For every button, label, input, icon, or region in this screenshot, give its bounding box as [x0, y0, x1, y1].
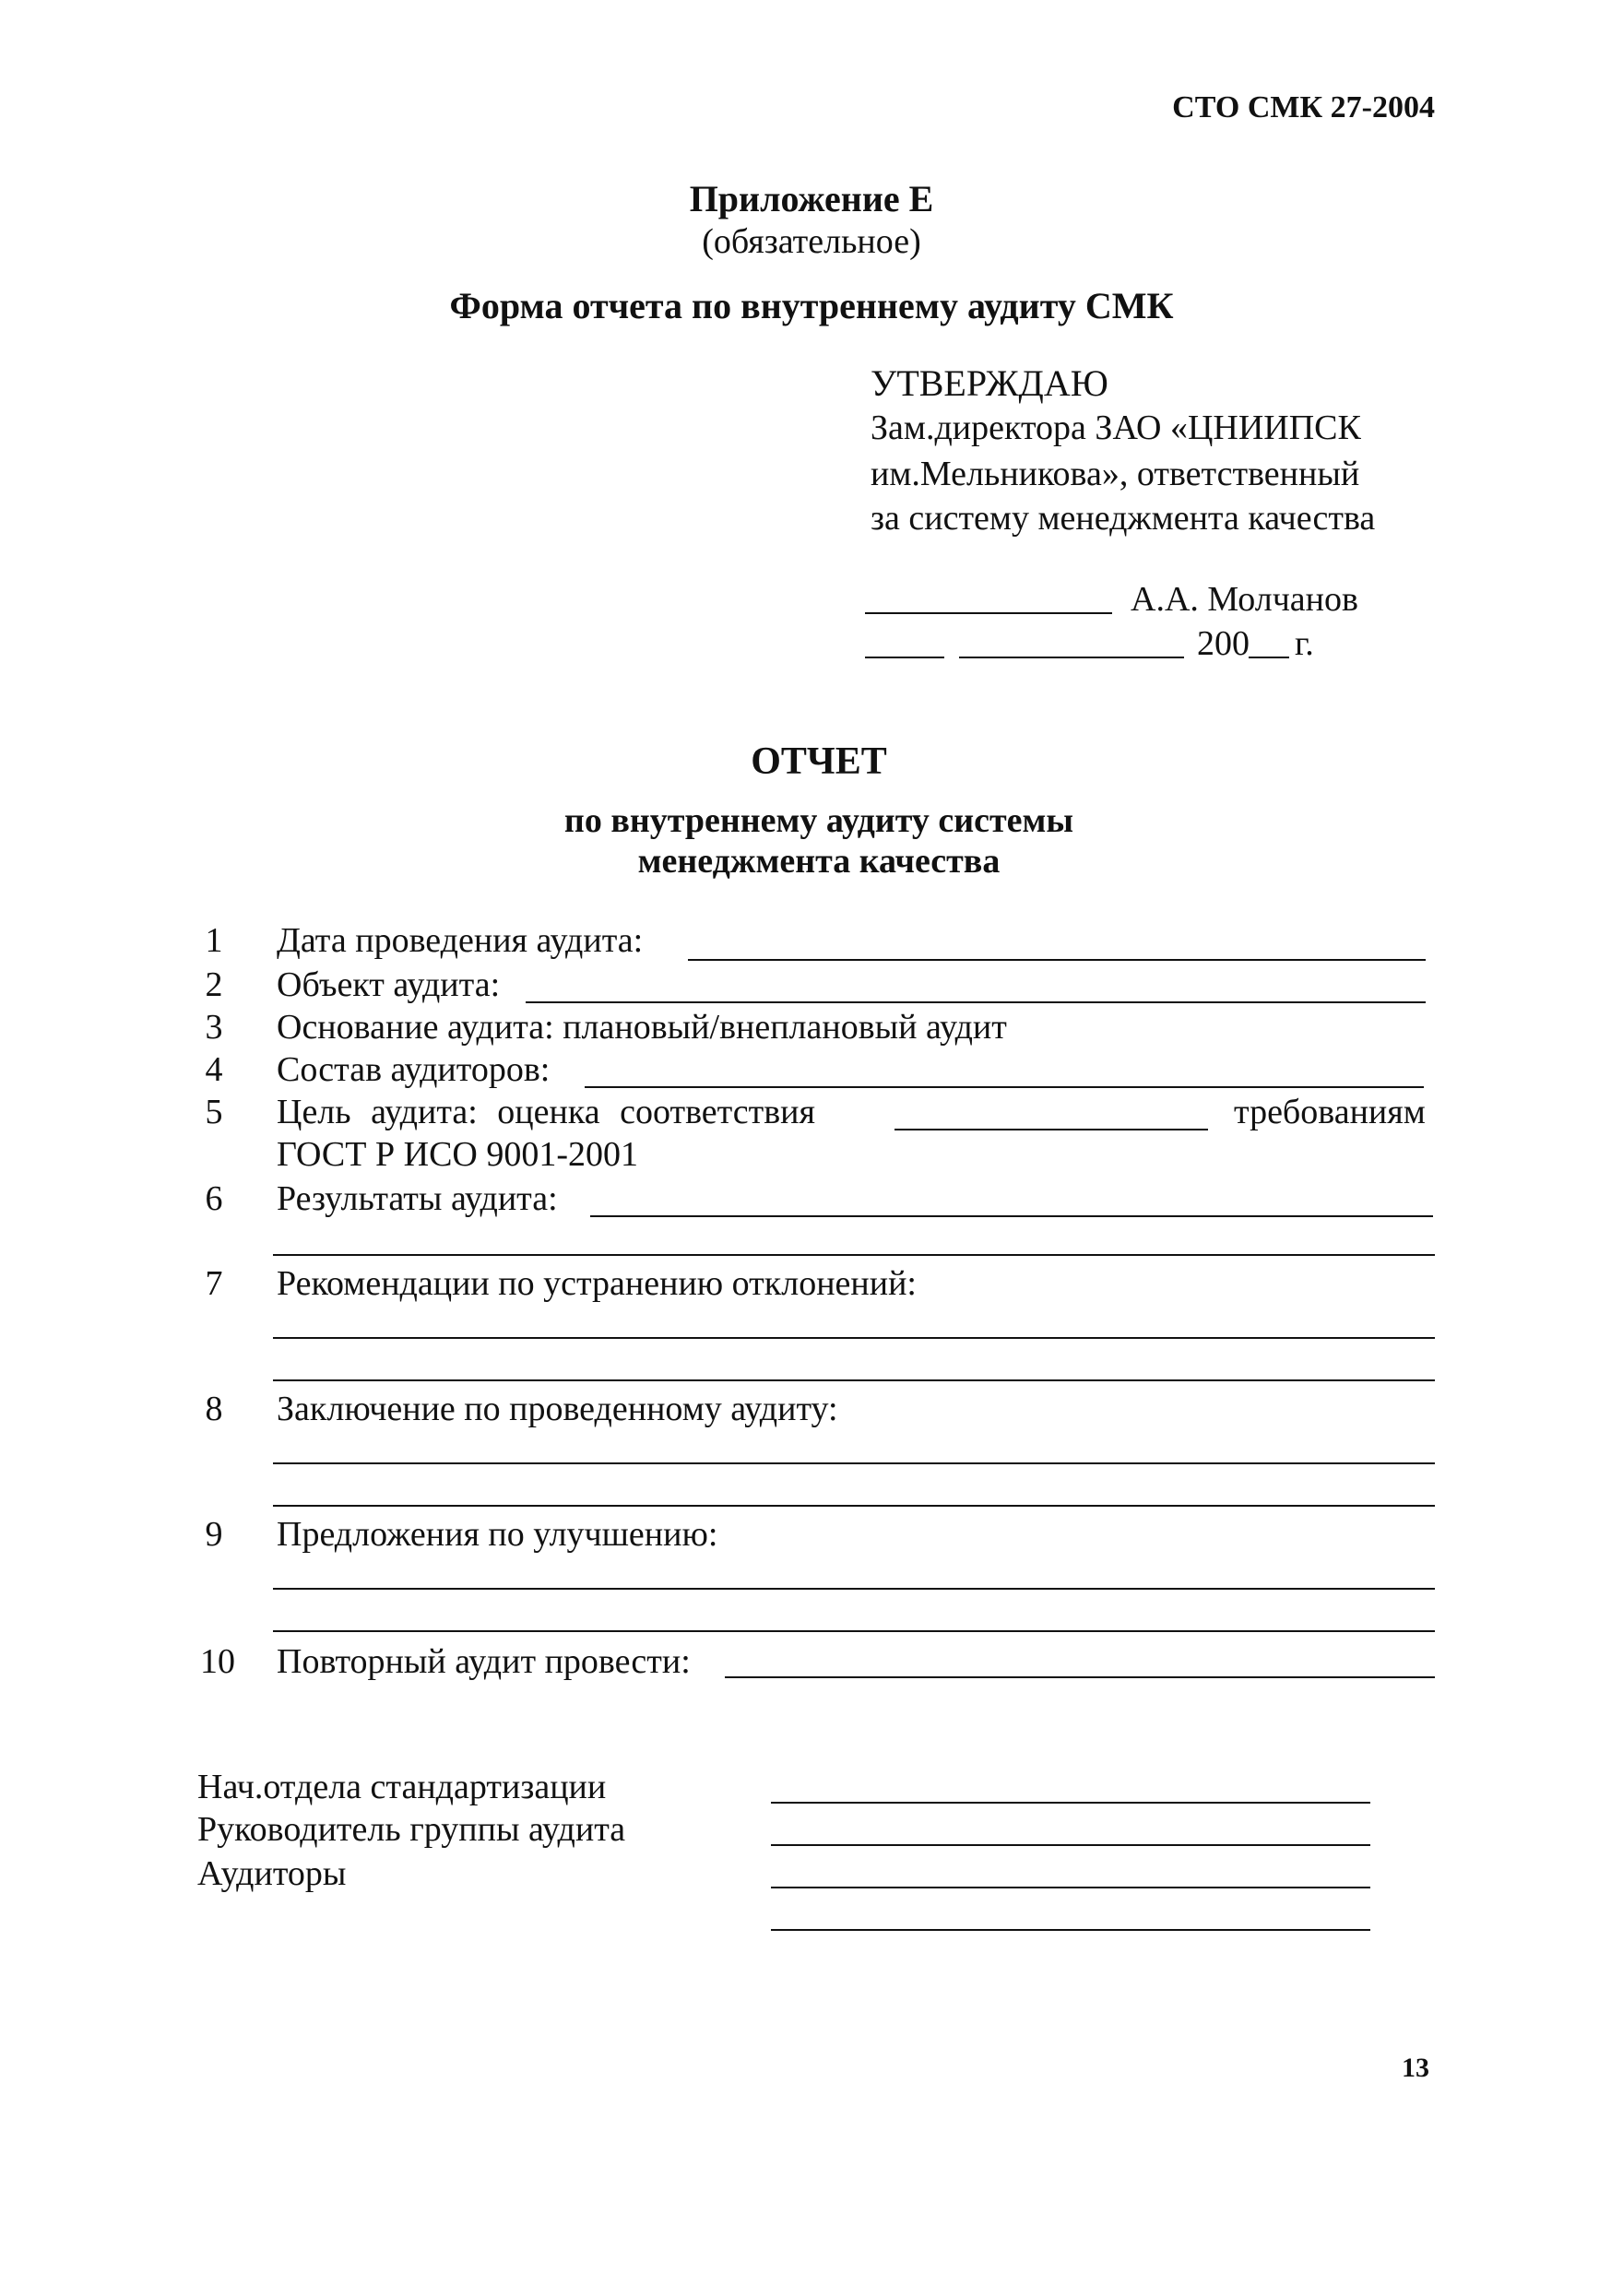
item-number: 4	[205, 1050, 223, 1089]
item-label-recommendations: Рекомендации по устранению отклонений:	[277, 1264, 917, 1303]
field-audit-object[interactable]	[526, 1001, 1426, 1003]
item-number: 3	[205, 1008, 223, 1047]
field-audit-results-2[interactable]	[273, 1254, 1435, 1256]
field-audit-goal[interactable]	[894, 1129, 1208, 1130]
signature-line-auditor-2[interactable]	[771, 1929, 1370, 1931]
signature-label-standards-head: Нач.отдела стандартизации	[197, 1768, 607, 1806]
approval-year: 200	[1197, 624, 1250, 663]
item-number: 6	[205, 1179, 223, 1218]
approval-line3: за систему менеджмента качества	[871, 499, 1376, 538]
item-label-audit-basis: Основание аудита: плановый/внеплановый аудит	[277, 1008, 1007, 1047]
page-number: 13	[1402, 2053, 1429, 2083]
item-number: 2	[205, 965, 223, 1004]
approval-year-suffix: г.	[1295, 624, 1314, 663]
item-label-conclusion: Заключение по проведенному аудиту:	[277, 1390, 838, 1428]
approval-line2: им.Мельникова», ответственный	[871, 455, 1360, 493]
signature-line-standards-head[interactable]	[771, 1802, 1370, 1804]
item-number: 8	[205, 1390, 223, 1428]
appendix-title: Приложение Е	[689, 178, 934, 219]
form-title: Форма отчета по внутреннему аудиту СМК	[449, 285, 1174, 326]
approval-approve: УТВЕРЖДАЮ	[871, 362, 1108, 404]
item-label-audit-goal-standard: ГОСТ Р ИСО 9001-2001	[277, 1135, 639, 1174]
field-conclusion-2[interactable]	[273, 1505, 1435, 1507]
report-subtitle-1: по внутреннему аудиту системы	[563, 801, 1074, 840]
field-conclusion-1[interactable]	[273, 1462, 1435, 1464]
field-recommendations-1[interactable]	[273, 1337, 1435, 1339]
item-number: 1	[205, 921, 223, 960]
approval-year-line[interactable]	[1249, 657, 1289, 658]
signature-line-audit-group-head[interactable]	[771, 1844, 1370, 1846]
item-label-audit-goal: Цель аудита: оценка соответствия	[277, 1093, 815, 1131]
field-auditors[interactable]	[585, 1086, 1424, 1088]
item-number: 5	[205, 1093, 223, 1131]
approval-signer: А.А. Молчанов	[1131, 580, 1358, 619]
item-label-improvements: Предложения по улучшению:	[277, 1515, 718, 1554]
field-recommendations-2[interactable]	[273, 1379, 1435, 1381]
field-repeat-audit[interactable]	[725, 1676, 1435, 1678]
field-improvements-2[interactable]	[273, 1630, 1435, 1632]
item-label-audit-results: Результаты аудита:	[277, 1179, 558, 1218]
appendix-subtitle: (обязательное)	[702, 222, 921, 261]
item-number: 7	[205, 1264, 223, 1303]
item-number: 9	[205, 1515, 223, 1554]
signature-label-auditors: Аудиторы	[197, 1854, 347, 1893]
signature-line-auditor-1[interactable]	[771, 1887, 1370, 1888]
document-code: СТО СМК 27-2004	[1172, 90, 1435, 124]
field-audit-date[interactable]	[688, 959, 1426, 961]
item-label-repeat-audit: Повторный аудит провести:	[277, 1642, 691, 1681]
report-title: ОТЧЕТ	[751, 740, 887, 783]
field-improvements-1[interactable]	[273, 1588, 1435, 1590]
item-label-audit-goal-end: требованиям	[1234, 1093, 1426, 1131]
approval-signature-line[interactable]	[865, 612, 1112, 614]
report-subtitle-2: менеджмента качества	[637, 842, 1001, 881]
signature-label-audit-group-head: Руководитель группы аудита	[197, 1810, 626, 1849]
item-label-audit-object: Объект аудита:	[277, 965, 501, 1004]
approval-line1: Зам.директора ЗАО «ЦНИИПСК	[871, 408, 1361, 447]
approval-day-line[interactable]	[865, 657, 944, 658]
approval-month-line[interactable]	[959, 657, 1184, 658]
item-number: 10	[200, 1642, 235, 1681]
item-label-audit-date: Дата проведения аудита:	[277, 921, 644, 960]
item-label-auditors: Состав аудиторов:	[277, 1050, 551, 1089]
field-audit-results[interactable]	[590, 1215, 1433, 1217]
